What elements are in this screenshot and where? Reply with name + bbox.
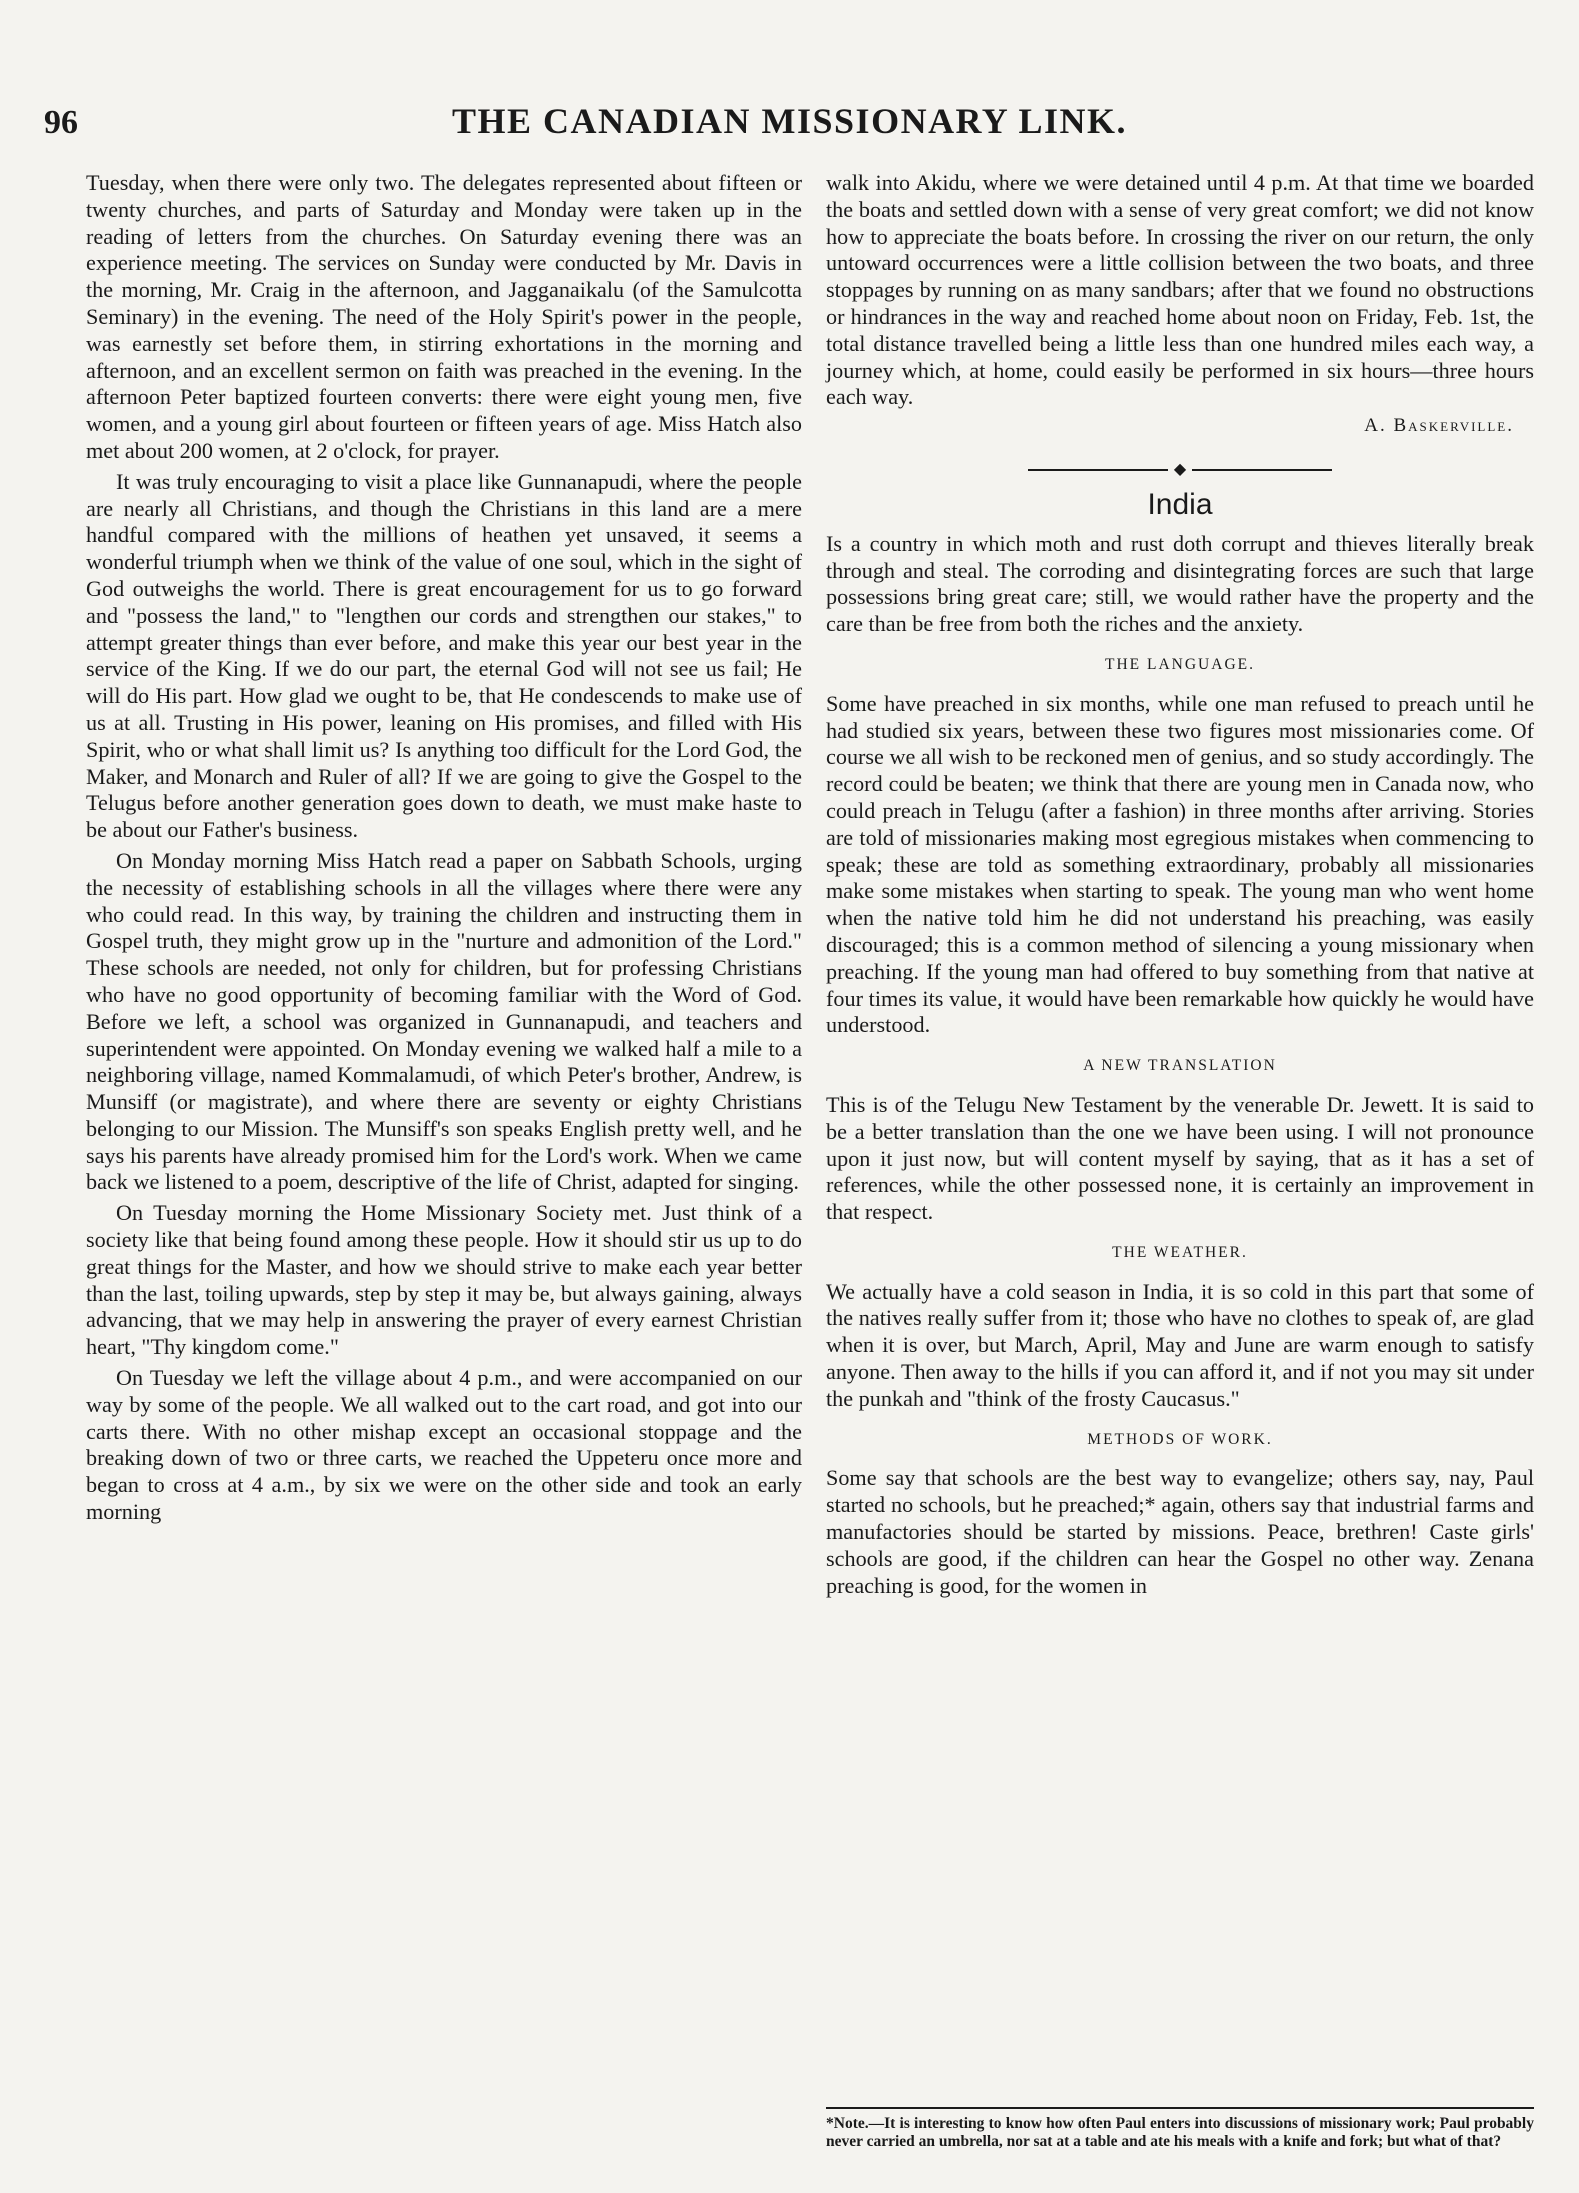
article-continuation: walk into Akidu, where we were detained until 4 p.m. At that time we boarded the boats and settled down with a sense of very great comfort; we did not know how to appreciate the boats before. In crossing the river on our return, the only untoward occurrences were a little collision between the two boats, and three stoppages by running on as many sandbars; after that we found no obstructions or hindrances in the way and reached home about noon on Friday, Feb. 1st, the total distance travelled being a little less than one hundred miles each way, a journey which, at home, could easily be performed in six hours—three hours each way. bbox=[826, 170, 1534, 410]
section-paragraph: Some say that schools are the best way to evangelize; others say, nay, Paul started no schools, but he preached;* again, others say that industrial farms and manufactories should be started by missions. Peace, brethren! Caste girls' schools are good, if the children can hear the Gospel no other way. Zenana preaching is good, for the women in bbox=[826, 1465, 1534, 1598]
article-paragraph: Tuesday, when there were only two. The delegates represented about fifteen or twenty churches, and parts of Saturday and Monday were taken up in the reading of letters from the churches. On Saturday evening there was an experience meeting. The services on Sunday were conducted by Mr. Davis in the morning, Mr. Craig in the afternoon, and Jagganaikalu (of the Samulcotta Seminary) in the evening. The need of the Holy Spirit's power in the people, was earnestly set before them, in stirring exhortations in the morning and afternoon, and an excellent sermon on faith was preached in the evening. In the afternoon Peter baptized fourteen converts: there were eight young men, five women, and a young girl about fourteen or fifteen years of age. Miss Hatch also met about 200 women, at 2 o'clock, for prayer. bbox=[86, 170, 802, 463]
subheading-weather: THE WEATHER. bbox=[1112, 1243, 1248, 1261]
subheading-language: THE LANGUAGE. bbox=[1105, 655, 1255, 673]
article-paragraph: On Tuesday morning the Home Missionary Society met. Just think of a society like that being found among these people. How it should stir us up to do great things for the Master, and how we should strive to make each year better than the last, toiling upwards, step by step it may be, but always gaining, always advancing, that we may help in answering the prayer of every earnest Christian heart, "Thy kingdom come." bbox=[86, 1200, 802, 1360]
article-paragraph: On Monday morning Miss Hatch read a paper on Sabbath Schools, urging the necessity of establishing schools in all the villages where there were any who could read. In this way, by training the children and instructing them in Gospel truth, they might grow up in the "nurture and admonition of the Lord." These schools are needed, not only for children, but for professing Christians who have no good opportunity of becoming familiar with the Word of God. Before we left, a school was organized in Gunnanapudi, and teachers and superintendent were appointed. On Monday evening we walked half a mile to a neighboring village, named Kommalamudi, of which Peter's brother, Andrew, is Munsiff (or magistrate), and where there are seventy or eighty Christians belonging to our Mission. The Munsiff's son speaks English pretty well, and he says his parents have already promised him for the Lord's work. When we came back we listened to a poem, descriptive of the life of Christ, adapted for singing. bbox=[86, 847, 802, 1195]
left-column bbox=[86, 170, 802, 1526]
page-number: 96 bbox=[44, 104, 78, 141]
author-signature: A. Baskerville. bbox=[1364, 415, 1514, 437]
subheading-new-translation: A NEW TRANSLATION bbox=[1083, 1057, 1277, 1075]
section-paragraph: We actually have a cold season in India, it is so cold in this part that some of the natives really suffer from it; those who have no clothes to speak of, are glad when it is over, but March, April, May and June are warm enough to satisfy anyone. Then away to the hills if you can afford it, and if not you may sit under the punkah and "think of the frosty Caucasus." bbox=[826, 1278, 1534, 1411]
section-divider bbox=[826, 462, 1534, 478]
section-paragraph: This is of the Telugu New Testament by the venerable Dr. Jewett. It is said to be a better translation than the one we have been using. I will not pronounce upon it just now, but will content myself by saying, that as it has a set of references, while the other possessed none, it is certainly an improvement in that respect. bbox=[826, 1091, 1534, 1225]
divider-rule bbox=[1192, 469, 1332, 471]
running-head-title: THE CANADIAN MISSIONARY LINK. bbox=[452, 101, 1127, 141]
right-column bbox=[826, 170, 1534, 1599]
section-title-india: India bbox=[1147, 487, 1213, 521]
section-intro: Is a country in which moth and rust doth corrupt and thieves literally break through and steal. The corroding and disintegrating forces are such that large possessions bring great care; still, we would rather have the property and the care than be free from both the riches and the anxiety. bbox=[826, 530, 1534, 637]
divider-ornament-icon: ◆ bbox=[1173, 460, 1187, 478]
footnote-rule bbox=[826, 2107, 1534, 2109]
article-paragraph: On Tuesday we left the village about 4 p.m., and were accompanied on our way by some of the people. We all walked out to the cart road, and got into our carts there. With no other mishap except an occasional stoppage and the breaking down of two or three carts, we reached the Uppeteru once more and began to cross at 4 a.m., by six we were on the other side and took an early morning bbox=[86, 1365, 802, 1525]
article-paragraph: It was truly encouraging to visit a place like Gunnanapudi, where the people are nearly all Christians, and though the Christians in this land are a mere handful compared with the millions of heathen yet unsaved, it seems a wonderful triumph when we think of the value of one soul, which in the sight of God outweighs the world. There is great encouragement for us to go forward and "possess the land," to "lengthen our cords and strengthen our stakes," to attempt greater things than ever before, and make this year our best year in the service of the King. If we do our part, the eternal God will not see us fail; He will do His part. How glad we ought to be, that He condescends to make use of us at all. Trusting in His power, leaning on His promises, and filled with His Spirit, who or what shall limit us? Is anything too difficult for the Lord God, the Maker, and Monarch and Ruler of all? If we are going to give the Gospel to the Telugus before another generation goes down to death, we must make haste to be about our Father's business. bbox=[86, 468, 802, 843]
footnote: *Note.—It is interesting to know how often Paul enters into discussions of missionary work; Paul probably never carried an umbrella, nor sat at a table and ate his meals with a knife and fork; but what of that? bbox=[826, 2115, 1534, 2150]
section-paragraph: Some have preached in six months, while one man refused to preach until he had studied six years, between these two figures most missionaries come. Of course we all wish to be reckoned men of genius, and so study accordingly. The record could be beaten; we think that there are young men in Canada now, who could preach in Telugu (after a fashion) in three months after arriving. Stories are told of missionaries making most egregious mistakes when commencing to speak; these are told as something extraordinary, probably all missionaries make some mistakes when starting to speak. The young man who went home when the native told him he did not understand his preaching, was easily discouraged; this is a common method of silencing a young missionary when preaching. If the young man had offered to buy something from that native at four times its value, it would have been remarkable how quickly he would have understood. bbox=[826, 690, 1534, 1038]
subheading-methods-of-work: METHODS OF WORK. bbox=[1087, 1430, 1273, 1448]
divider-rule bbox=[1028, 469, 1168, 471]
